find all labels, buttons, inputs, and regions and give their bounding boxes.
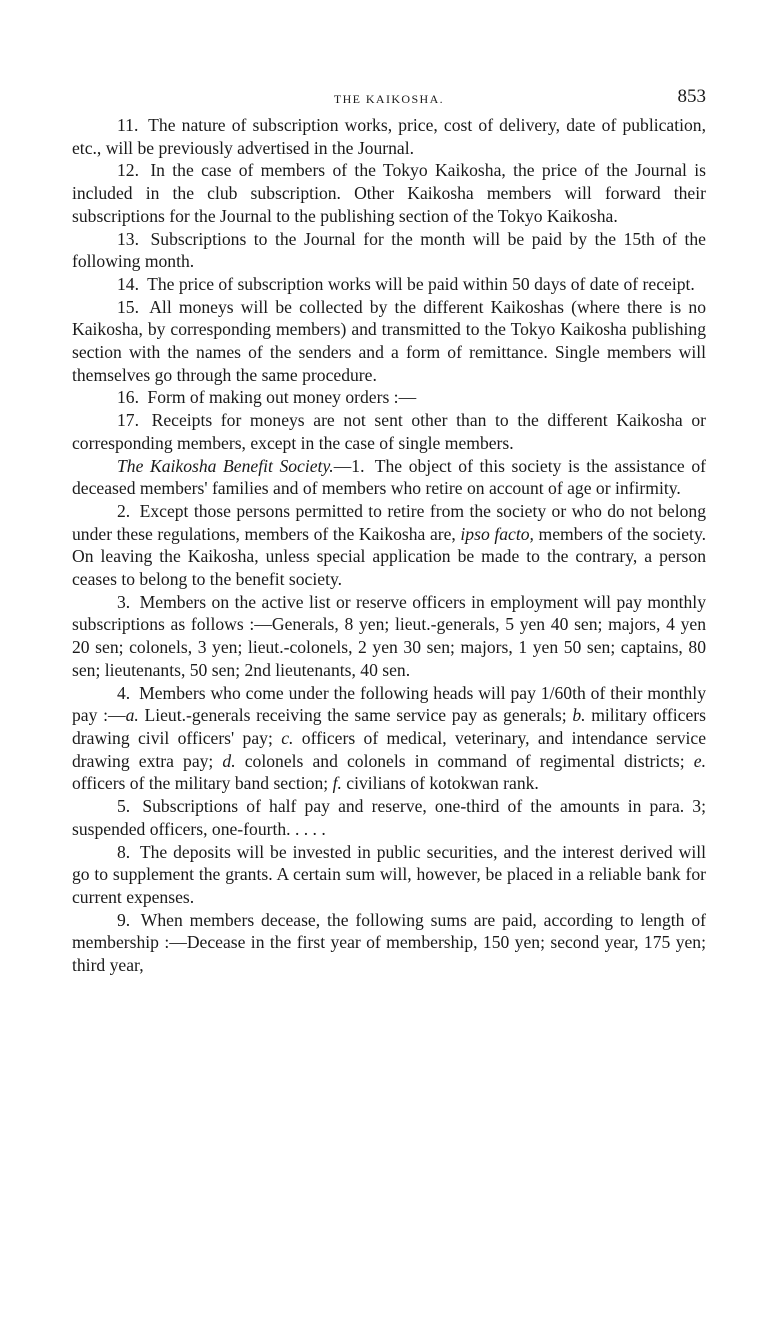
paragraph-13 xyxy=(72,228,706,273)
paragraph-number: 13. xyxy=(117,228,139,249)
page-number: 853 xyxy=(677,86,706,107)
paragraph-text: The deposits will be invested in public securities, and the interest derived will go to supplement the grants. A certain sum will, however, be placed in a reliable bank for current expenses. xyxy=(72,841,706,907)
paragraph-text: The price of subscription works will be paid within 50 days of date of receipt. xyxy=(147,273,695,294)
paragraph-9 xyxy=(72,909,706,977)
section-heading: The Kaikosha Benefit Society. xyxy=(117,455,334,476)
paragraph-16 xyxy=(72,386,706,409)
paragraph-4 xyxy=(72,682,706,796)
paragraph-2 xyxy=(72,500,706,591)
item-text: officers of medical, veterinary, and intendance service drawing extra pay; xyxy=(72,727,706,771)
paragraph-number: 8. xyxy=(117,841,131,862)
paragraph-17 xyxy=(72,409,706,454)
paragraph-text-after: members of the society. On leaving the Kaikosha, unless special application be made to the contrary, a person ceases to belong to the benefit society. xyxy=(72,523,706,590)
paragraph-11 xyxy=(72,114,706,159)
paragraph-number: 12. xyxy=(117,160,139,181)
item-letter: c. xyxy=(281,727,294,748)
paragraph-text-before: Except those persons permitted to retire from the society or who do not belong under these regulations, members of the Kaikosha are, xyxy=(72,500,706,544)
item-letter: d. xyxy=(222,750,236,771)
paragraph-15 xyxy=(72,296,706,387)
paragraph-text: The object of this society is the assistance of deceased members' families and of members who retire on account of age or infirmity. xyxy=(72,455,706,499)
body-text xyxy=(72,114,706,977)
item-text: civilians of kotokwan rank. xyxy=(346,773,539,794)
paragraph-8 xyxy=(72,841,706,909)
paragraph-number: 14. xyxy=(117,273,139,294)
book-page xyxy=(72,80,706,977)
paragraph-text: Subscriptions of half pay and reserve, one-third of the amounts in para. 3; suspended officers, one-fourth. . . . . xyxy=(72,796,706,839)
paragraph-number: 15. xyxy=(117,296,139,317)
paragraph-12 xyxy=(72,159,706,227)
paragraph-number: 2. xyxy=(117,500,131,521)
heading-dash: — xyxy=(333,455,352,476)
paragraph-text: Form of making out money orders :— xyxy=(147,387,417,408)
paragraph-text: When members decease, the following sums are paid, according to length of membership :—Decease in the first year of membership, 150 yen; second year, 175 yen; third year, xyxy=(72,909,706,976)
paragraph-text: The nature of subscription works, price, cost of delivery, date of publication, etc., will be previously advertised in the Journal. xyxy=(72,115,706,158)
paragraph-number: 1. xyxy=(351,455,365,476)
paragraph-number: 11. xyxy=(117,115,139,135)
paragraph-text: Subscriptions to the Journal for the month will be paid by the 15th of the following month. xyxy=(72,228,706,272)
paragraph-number: 16. xyxy=(117,387,139,408)
paragraph-intro: Members who come under the following heads will pay 1/60th of their monthly pay :— xyxy=(72,682,706,726)
item-text: colonels and colonels in command of regimental districts; xyxy=(244,750,685,771)
paragraph-text: All moneys will be collected by the different Kaikoshas (where there is no Kaikosha, by corresponding members) and transmitted to the Tokyo Kaikosha publishing section with the names of the senders and a form of remittance. Single members will themselves go through the same procedure. xyxy=(72,296,706,385)
item-letter: e. xyxy=(693,750,706,771)
benefit-society-intro xyxy=(72,455,706,500)
item-letter: a. xyxy=(125,705,139,726)
paragraph-number: 4. xyxy=(117,682,131,703)
item-text: officers of the military band section; xyxy=(72,773,329,794)
paragraph-number: 9. xyxy=(117,909,131,930)
item-letter: b. xyxy=(572,705,586,726)
item-letter: f. xyxy=(332,773,342,794)
paragraph-number: 17. xyxy=(117,410,139,431)
item-text: military officers drawing civil officers' pay; xyxy=(72,705,707,748)
page-header xyxy=(72,80,706,114)
item-text: Lieut.-generals receiving the same service pay as generals; xyxy=(144,705,567,726)
paragraph-text: Members on the active list or reserve officers in employment will pay monthly subscriptions as follows :—Generals, 8 yen; lieut.-generals, 5 yen 40 sen; majors, 4 yen 20 sen; colonels, 3 yen; lieut.-colonels, 2 yen 30 sen; majors, 1 yen 50 sen; captains, 80 sen; lieutenants, 50 sen; 2nd lieutenants, 40 sen. xyxy=(72,591,706,680)
paragraph-14 xyxy=(72,273,706,296)
running-head: THE KAIKOSHA. xyxy=(333,92,445,106)
paragraph-text: Receipts for moneys are not sent other than to the different Kaikosha or corresponding members, except in the case of single members. xyxy=(72,410,706,453)
paragraph-5 xyxy=(72,795,706,840)
paragraph-text: In the case of members of the Tokyo Kaikosha, the price of the Journal is included in the club subscription. Other Kaikosha members will forward their subscriptions for the Journal to the publishing section of the Tokyo Kaikosha. xyxy=(72,160,706,226)
latin-phrase: ipso facto, xyxy=(460,523,534,544)
paragraph-3 xyxy=(72,591,706,682)
paragraph-number: 5. xyxy=(117,796,131,817)
paragraph-number: 3. xyxy=(117,591,131,612)
